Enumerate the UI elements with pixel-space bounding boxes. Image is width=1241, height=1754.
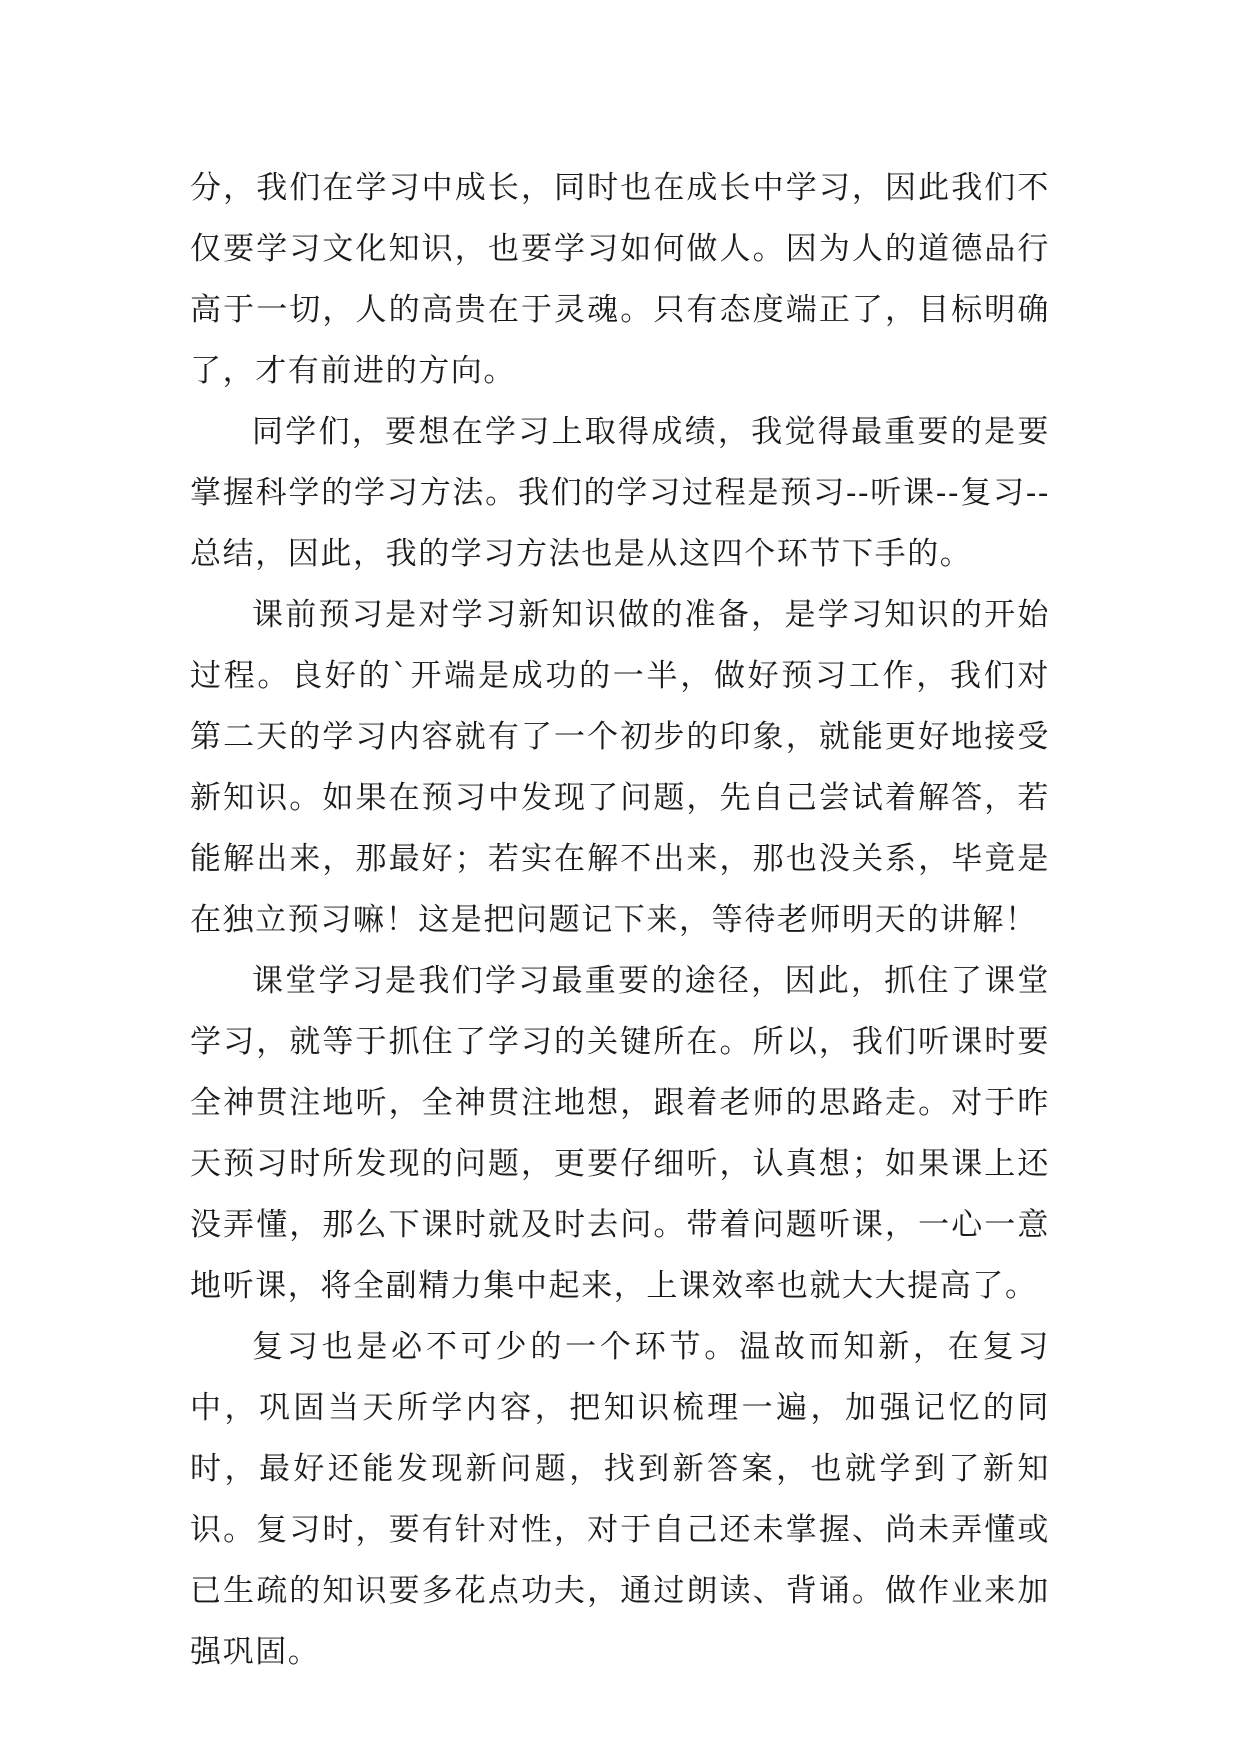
paragraph-3: 课前预习是对学习新知识做的准备，是学习知识的开始过程。良好的`开端是成功的一半，做好预习工作，我们对第二天的学习内容就有了一个初步的印象，就能更好地接受新知识。如果在预习中发现了问题，先自己尝试着解答，若能解出来，那最好；若实在解不出来，那也没关系，毕竟是在独立预习嘛！这是把问题记下来，等待老师明天的讲解！ bbox=[190, 597, 1050, 938]
paragraph-5: 复习也是必不可少的一个环节。温故而知新，在复习中，巩固当天所学内容，把知识梳理一遍，加强记忆的同时，最好还能发现新问题，找到新答案，也就学到了新知识。复习时，要有针对性，对于自己还未掌握、尚未弄懂或已生疏的知识要多花点功夫，通过朗读、背诵。做作业来加强巩固。 bbox=[190, 1329, 1050, 1670]
paragraph-1: 分，我们在学习中成长，同时也在成长中学习，因此我们不仅要学习文化知识，也要学习如何做人。因为人的道德品行高于一切，人的高贵在于灵魂。只有态度端正了，目标明确了，才有前进的方向。 bbox=[190, 170, 1050, 389]
document-body bbox=[190, 158, 1050, 1683]
paragraph-4: 课堂学习是我们学习最重要的途径，因此，抓住了课堂学习，就等于抓住了学习的关键所在。所以，我们听课时要全神贯注地听，全神贯注地想，跟着老师的思路走。对于昨天预习时所发现的问题，更要仔细听，认真想；如果课上还没弄懂，那么下课时就及时去问。带着问题听课，一心一意地听课，将全副精力集中起来，上课效率也就大大提高了。 bbox=[190, 963, 1050, 1304]
paragraph-2: 同学们，要想在学习上取得成绩，我觉得最重要的是要掌握科学的学习方法。我们的学习过程是预习--听课--复习--总结，因此，我的学习方法也是从这四个环节下手的。 bbox=[190, 414, 1050, 572]
